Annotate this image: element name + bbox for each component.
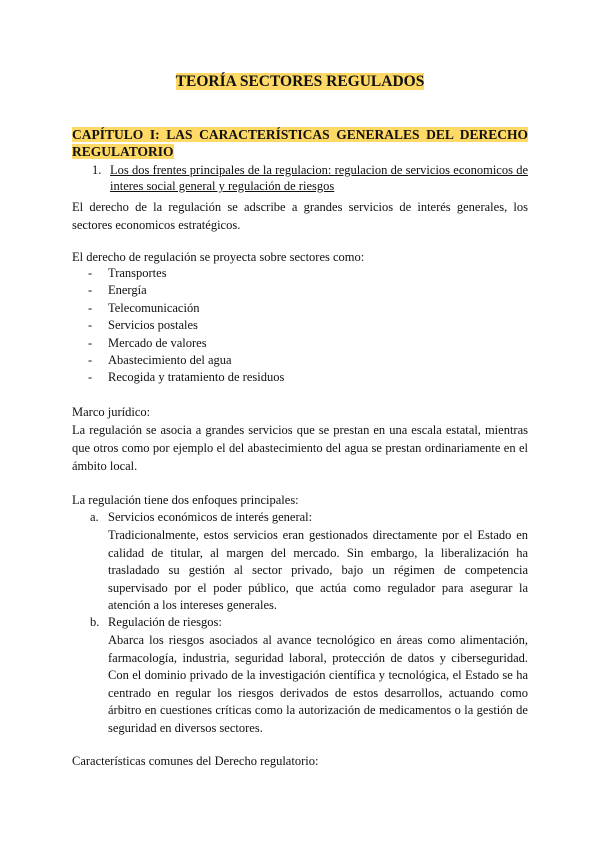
enfoque-b-marker: b.: [90, 615, 100, 629]
list-item: - Energía: [88, 283, 147, 298]
enfoque-b-title: Regulación de riesgos:: [108, 615, 222, 629]
marco-heading: Marco jurídico:: [72, 405, 151, 419]
chapter-heading: [72, 126, 528, 160]
numbered-heading-text: Los dos frentes principales de la regulacion: regulacion de servicios economicos de interes social general y regulación de riesgos: [110, 163, 528, 193]
list-item: - Abastecimiento del agua: [88, 352, 232, 367]
enfoque-a-marker: a.: [90, 510, 99, 524]
document-title-text: TEORÍA SECTORES REGULADOS: [175, 73, 425, 90]
caracteristicas-heading: Características comunes del Derecho regulatorio:: [72, 754, 319, 768]
enfoque-a-text: Tradicionalmente, estos servicios eran gestionados directamente por el Estado en calidad de titular, al margen del mercado. Sin embargo, la liberalización ha trasladado su gestión al sector privado, bajo un régimen de competencia supervisado por el poder público, que actúa como regulador para asegurar la atención a los intereses generales.: [108, 528, 528, 612]
numbered-heading-number: 1.: [92, 163, 102, 177]
enfoque-b-text: Abarca los riesgos asociados al avance tecnológico en áreas como alimentación, farmacología, industria, seguridad laboral, protección de datos y ciberseguridad. Con el dominio privado de la investigación científica y tecnológica, el Estado se ha centrado en regular los riesgos derivados de estos desarrollos, actuando como árbitro en cuestiones críticas como la autorización de medicamentos o la gestión de seguridad en diversos sectores.: [108, 633, 528, 735]
enfoque-a-title: Servicios económicos de interés general:: [108, 510, 313, 524]
list-item: - Transportes: [88, 266, 167, 280]
list-item: - Telecomunicación: [88, 300, 200, 315]
list-item: - Recogida y tratamiento de residuos: [88, 370, 285, 385]
marco-paragraph: La regulación se asocia a grandes servicios que se prestan en una escala estatal, mientras que otros como por ejemplo el del abastecimiento del agua se prestan ordinariamente en el ámbito local.: [72, 423, 528, 473]
sectors-intro: El derecho de regulación se proyecta sobre sectores como:: [72, 250, 365, 264]
document-title: [0, 72, 600, 92]
list-item: - Mercado de valores: [88, 335, 207, 350]
sectors-list: [72, 265, 528, 387]
enfoques-intro: La regulación tiene dos enfoques principales:: [72, 493, 299, 507]
list-item: - Servicios postales: [88, 318, 198, 333]
intro-paragraph: El derecho de la regulación se adscribe a grandes servicios de interés generales, los sectores economicos estratégicos.: [72, 200, 528, 232]
chapter-heading-line1: CAPÍTULO I: LAS CARACTERÍSTICAS GENERALES DEL DERECHO: [72, 127, 528, 142]
chapter-heading-line2: REGULATORIO: [72, 144, 174, 159]
